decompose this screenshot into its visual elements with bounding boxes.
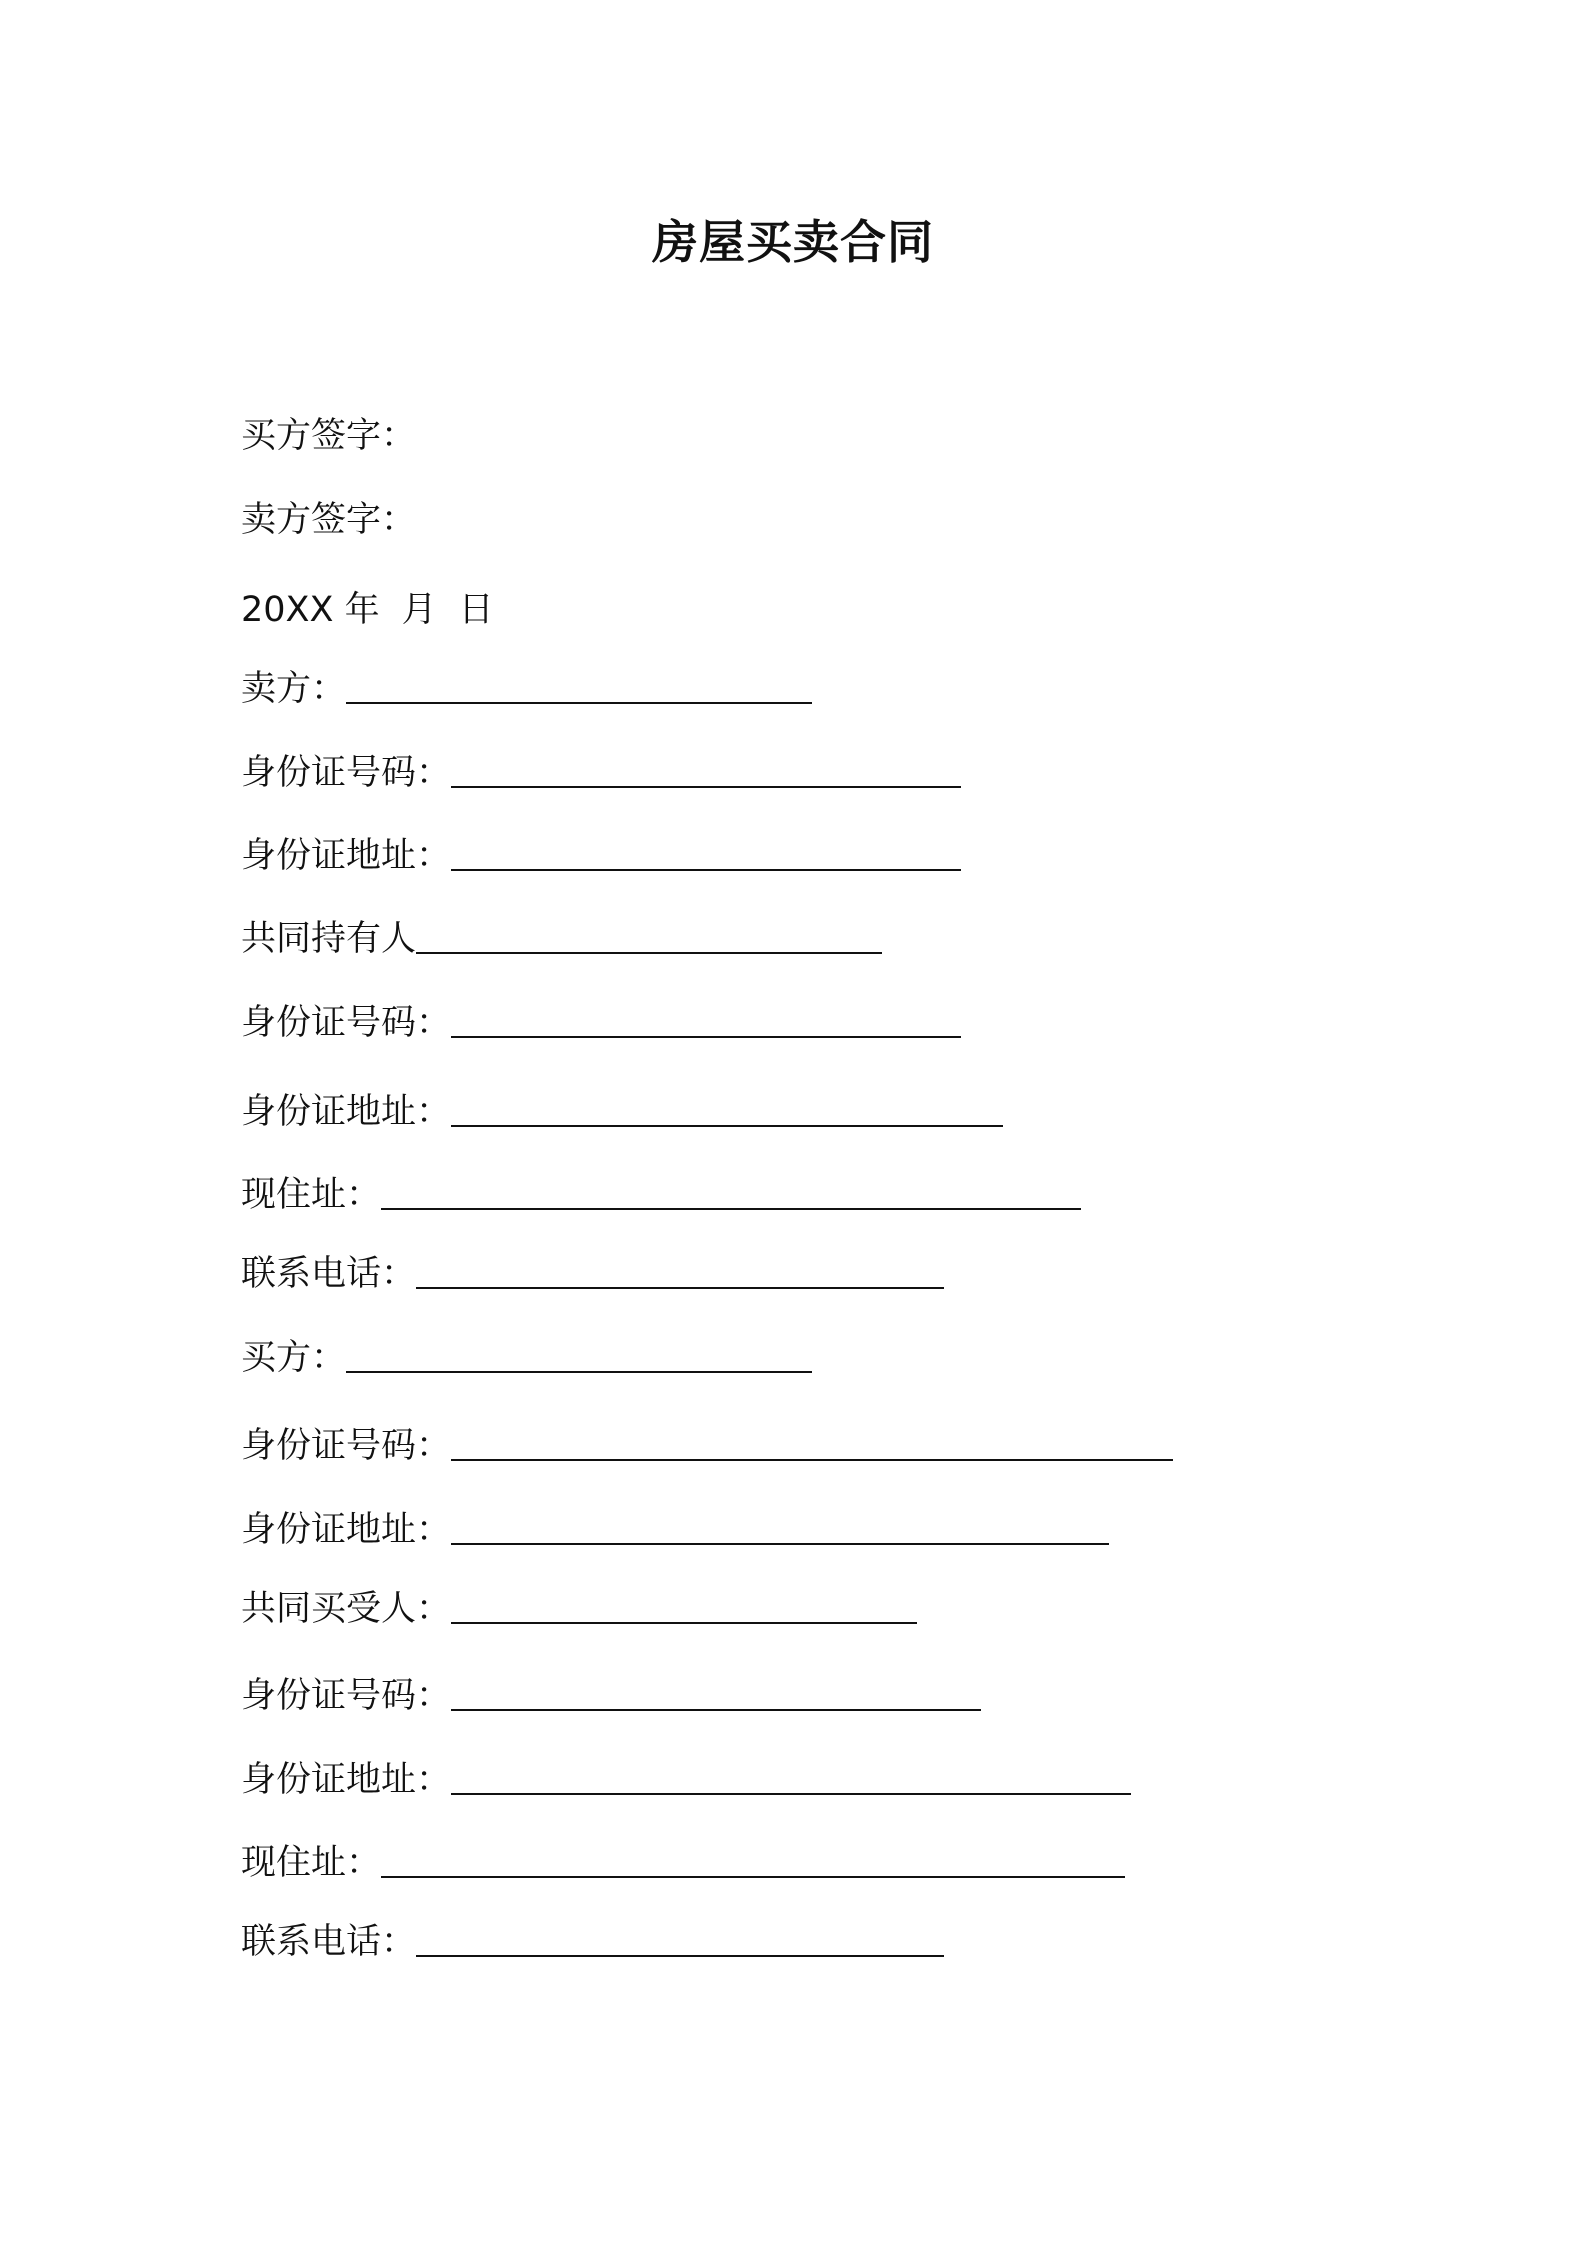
buyer-phone-blank[interactable]	[416, 1953, 944, 1957]
buyer-current-address-label: 现住址：	[241, 1843, 382, 1883]
seller-current-address-line	[241, 1171, 1081, 1219]
co-buyer-id-address-line	[241, 1756, 1131, 1804]
seller-id-number-line	[241, 749, 961, 797]
seller-signature-label: 卖方签字：	[241, 500, 417, 540]
date-month: 月	[401, 590, 437, 630]
co-owner-line	[241, 915, 882, 963]
seller-id-number-blank[interactable]	[451, 784, 961, 788]
buyer-line	[241, 1334, 812, 1382]
seller-id-address-label: 身份证地址：	[241, 836, 452, 876]
buyer-current-address-line	[241, 1839, 1125, 1887]
co-buyer-id-number-blank[interactable]	[451, 1707, 981, 1711]
buyer-current-address-blank[interactable]	[381, 1874, 1125, 1878]
co-owner-id-address-label: 身份证地址：	[241, 1092, 452, 1132]
co-owner-id-number-label: 身份证号码：	[241, 1003, 452, 1043]
buyer-id-number-label: 身份证号码：	[241, 1426, 452, 1466]
seller-line	[241, 665, 812, 713]
co-buyer-id-number-line	[241, 1672, 981, 1720]
document-title: 房屋买卖合同	[652, 215, 934, 269]
co-owner-id-address-blank[interactable]	[451, 1123, 1003, 1127]
buyer-id-address-line	[241, 1506, 1109, 1554]
seller-id-address-blank[interactable]	[451, 867, 961, 871]
date-year: 20XX 年	[241, 590, 380, 630]
co-buyer-blank[interactable]	[451, 1620, 917, 1624]
seller-signature-line	[241, 496, 416, 544]
co-buyer-id-address-blank[interactable]	[451, 1791, 1131, 1795]
co-owner-blank[interactable]	[416, 950, 882, 954]
buyer-signature-line	[241, 412, 416, 460]
buyer-phone-line	[241, 1918, 944, 1966]
buyer-id-number-blank[interactable]	[451, 1457, 1173, 1461]
seller-current-address-blank[interactable]	[381, 1206, 1081, 1210]
seller-current-address-label: 现住址：	[241, 1175, 382, 1215]
co-owner-id-number-line	[241, 999, 961, 1047]
seller-id-number-label: 身份证号码：	[241, 753, 452, 793]
co-owner-id-address-line	[241, 1088, 1003, 1136]
co-buyer-label: 共同买受人：	[241, 1589, 452, 1629]
buyer-phone-label: 联系电话：	[241, 1922, 417, 1962]
co-owner-label: 共同持有人	[241, 919, 417, 959]
seller-phone-label: 联系电话：	[241, 1254, 417, 1294]
buyer-signature-label: 买方签字：	[241, 416, 417, 456]
seller-phone-blank[interactable]	[416, 1285, 944, 1289]
co-buyer-id-address-label: 身份证地址：	[241, 1760, 452, 1800]
co-buyer-line	[241, 1585, 917, 1633]
co-owner-id-number-blank[interactable]	[451, 1034, 961, 1038]
buyer-blank[interactable]	[346, 1369, 812, 1373]
buyer-label: 买方：	[241, 1338, 347, 1378]
date-line	[241, 586, 516, 634]
seller-blank[interactable]	[346, 700, 812, 704]
date-day: 日	[458, 590, 494, 630]
seller-id-address-line	[241, 832, 961, 880]
seller-phone-line	[241, 1250, 944, 1298]
buyer-id-number-line	[241, 1422, 1173, 1470]
seller-label: 卖方：	[241, 669, 347, 709]
buyer-id-address-label: 身份证地址：	[241, 1510, 452, 1550]
buyer-id-address-blank[interactable]	[451, 1541, 1109, 1545]
co-buyer-id-number-label: 身份证号码：	[241, 1676, 452, 1716]
